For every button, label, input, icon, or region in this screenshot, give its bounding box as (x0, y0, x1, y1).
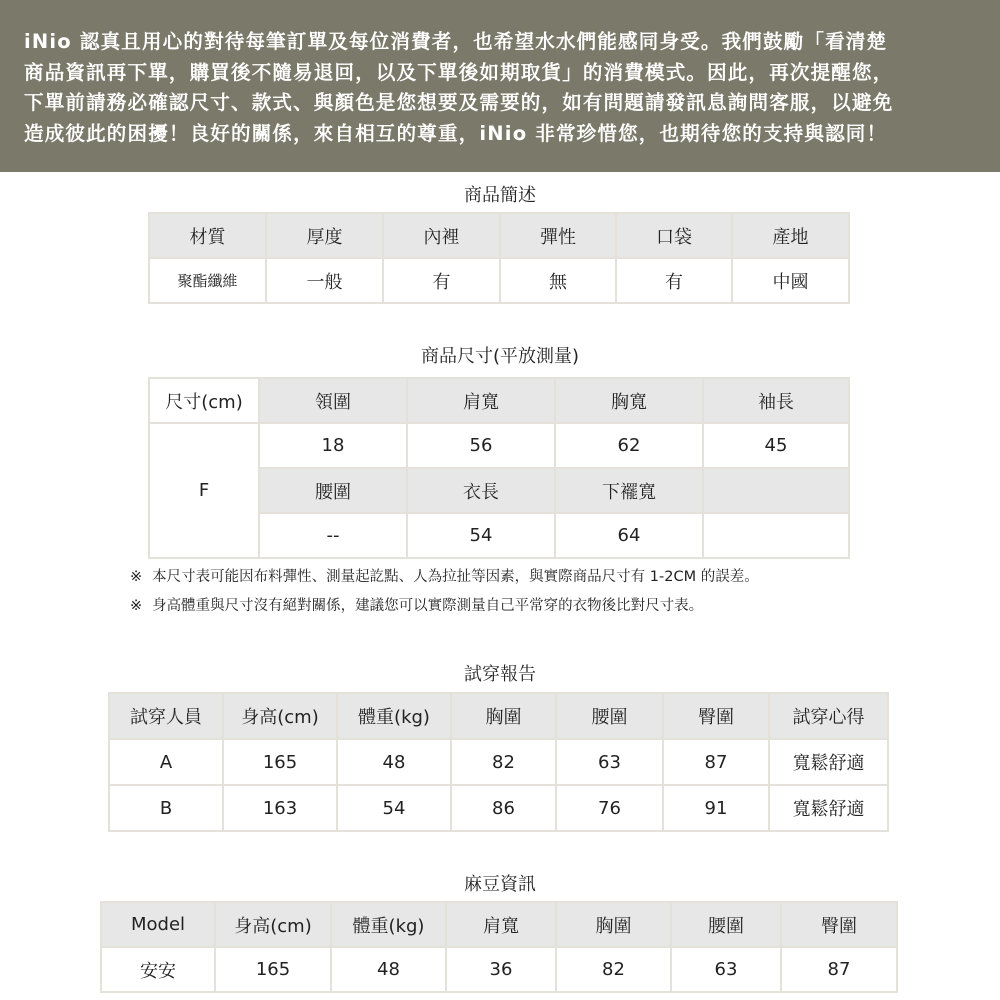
table-header-row (101, 902, 897, 947)
value-cell: 48 (337, 739, 451, 785)
value-cell: 有 (616, 258, 732, 303)
value-cell: 48 (331, 947, 446, 992)
table-row (101, 947, 897, 992)
header-cell: 內裡 (383, 213, 500, 258)
header-cell: 胸圍 (556, 902, 671, 947)
banner-line: iNio 認真且用心的對待每筆訂單及每位消費者，也希望水水們能感同身受。我們鼓勵「看清楚 (24, 30, 888, 53)
note-text: 本尺寸表可能因布料彈性、測量起訖點、人為拉扯等因素，與實際商品尺寸有 1-2CM 的誤差。 (152, 569, 759, 585)
value-cell: 中國 (732, 258, 849, 303)
value-cell: 82 (451, 739, 556, 785)
value-cell: 有 (383, 258, 500, 303)
value-cell: 45 (703, 423, 849, 468)
fitting-report-table (108, 692, 889, 832)
product-size-table (148, 377, 850, 559)
header-cell: 材質 (149, 213, 266, 258)
header-cell: 袖長 (703, 378, 849, 423)
size-note (130, 597, 703, 615)
value-cell: A (109, 739, 223, 785)
value-cell: 54 (337, 785, 451, 831)
value-cell: 91 (663, 785, 769, 831)
header-cell: 體重(kg) (337, 693, 451, 739)
header-cell: 胸寬 (555, 378, 703, 423)
model-info-title: 麻豆資訊 (464, 874, 536, 895)
table-header-row (109, 693, 888, 739)
value-cell: 寬鬆舒適 (769, 739, 888, 785)
header-cell: 腰圍 (259, 468, 407, 513)
value-cell: 54 (407, 513, 555, 558)
header-cell: 身高(cm) (223, 693, 337, 739)
size-label-cell: F (149, 423, 259, 558)
value-cell: 76 (556, 785, 663, 831)
header-cell: 肩寬 (446, 902, 556, 947)
header-cell: 體重(kg) (331, 902, 446, 947)
value-cell: 36 (446, 947, 556, 992)
table-header-row (149, 213, 849, 258)
header-cell: 試穿心得 (769, 693, 888, 739)
value-cell: 82 (556, 947, 671, 992)
header-cell: 下襬寬 (555, 468, 703, 513)
value-cell: 18 (259, 423, 407, 468)
value-cell: 無 (500, 258, 616, 303)
value-cell: 165 (223, 739, 337, 785)
product-summary-title: 商品簡述 (464, 185, 536, 206)
header-cell: Model (101, 902, 215, 947)
size-note (130, 568, 759, 586)
table-header-row (149, 378, 849, 423)
table-row (109, 739, 888, 785)
banner-line: 商品資訊再下單，購買後不隨易退回，以及下單後如期取貨」的消費模式。因此，再次提醒您， (24, 60, 894, 84)
value-cell: B (109, 785, 223, 831)
note-text: 身高體重與尺寸沒有絕對關係，建議您可以實際測量自己平常穿的衣物後比對尺寸表。 (152, 598, 704, 614)
header-cell: 臀圍 (663, 693, 769, 739)
header-cell: 腰圍 (671, 902, 781, 947)
value-cell: 87 (781, 947, 897, 992)
header-cell: 口袋 (616, 213, 732, 258)
value-cell: 62 (555, 423, 703, 468)
model-info-table (100, 901, 898, 993)
header-cell: 厚度 (266, 213, 383, 258)
header-cell: 衣長 (407, 468, 555, 513)
reference-mark-icon: ※ (130, 569, 143, 585)
product-size-title: 商品尺寸(平放測量) (420, 346, 580, 367)
banner-line: 造成彼此的困擾！良好的關係，來自相互的尊重，iNio 非常珍惜您，也期待您的支持與認同！ (24, 121, 888, 145)
value-cell: 165 (215, 947, 331, 992)
header-cell: 試穿人員 (109, 693, 223, 739)
header-cell: 腰圍 (556, 693, 663, 739)
header-cell: 肩寬 (407, 378, 555, 423)
table-row (109, 785, 888, 831)
header-cell (703, 468, 849, 513)
table-row (149, 258, 849, 303)
value-cell: 一般 (266, 258, 383, 303)
value-cell: 安安 (101, 947, 215, 992)
header-cell: 領圍 (259, 378, 407, 423)
value-cell: -- (259, 513, 407, 558)
value-cell (703, 513, 849, 558)
banner-line: 下單前請務必確認尺寸、款式、與顏色是您想要及需要的，如有問題請發訊息詢問客服，以避免 (24, 91, 894, 114)
value-cell: 63 (671, 947, 781, 992)
header-cell: 產地 (732, 213, 849, 258)
header-cell: 身高(cm) (215, 902, 331, 947)
value-cell: 64 (555, 513, 703, 558)
header-cell: 胸圍 (451, 693, 556, 739)
reference-mark-icon: ※ (130, 598, 143, 614)
header-cell: 臀圍 (781, 902, 897, 947)
value-cell: 56 (407, 423, 555, 468)
notice-banner (0, 0, 1000, 172)
table-row (149, 423, 849, 468)
value-cell: 63 (556, 739, 663, 785)
size-corner-label: 尺寸(cm) (149, 378, 259, 423)
value-cell: 86 (451, 785, 556, 831)
value-cell: 163 (223, 785, 337, 831)
fitting-report-title: 試穿報告 (464, 664, 536, 685)
header-cell: 彈性 (500, 213, 616, 258)
value-cell: 寬鬆舒適 (769, 785, 888, 831)
value-cell: 87 (663, 739, 769, 785)
value-cell: 聚酯纖維 (149, 258, 266, 303)
product-summary-table (148, 212, 850, 304)
